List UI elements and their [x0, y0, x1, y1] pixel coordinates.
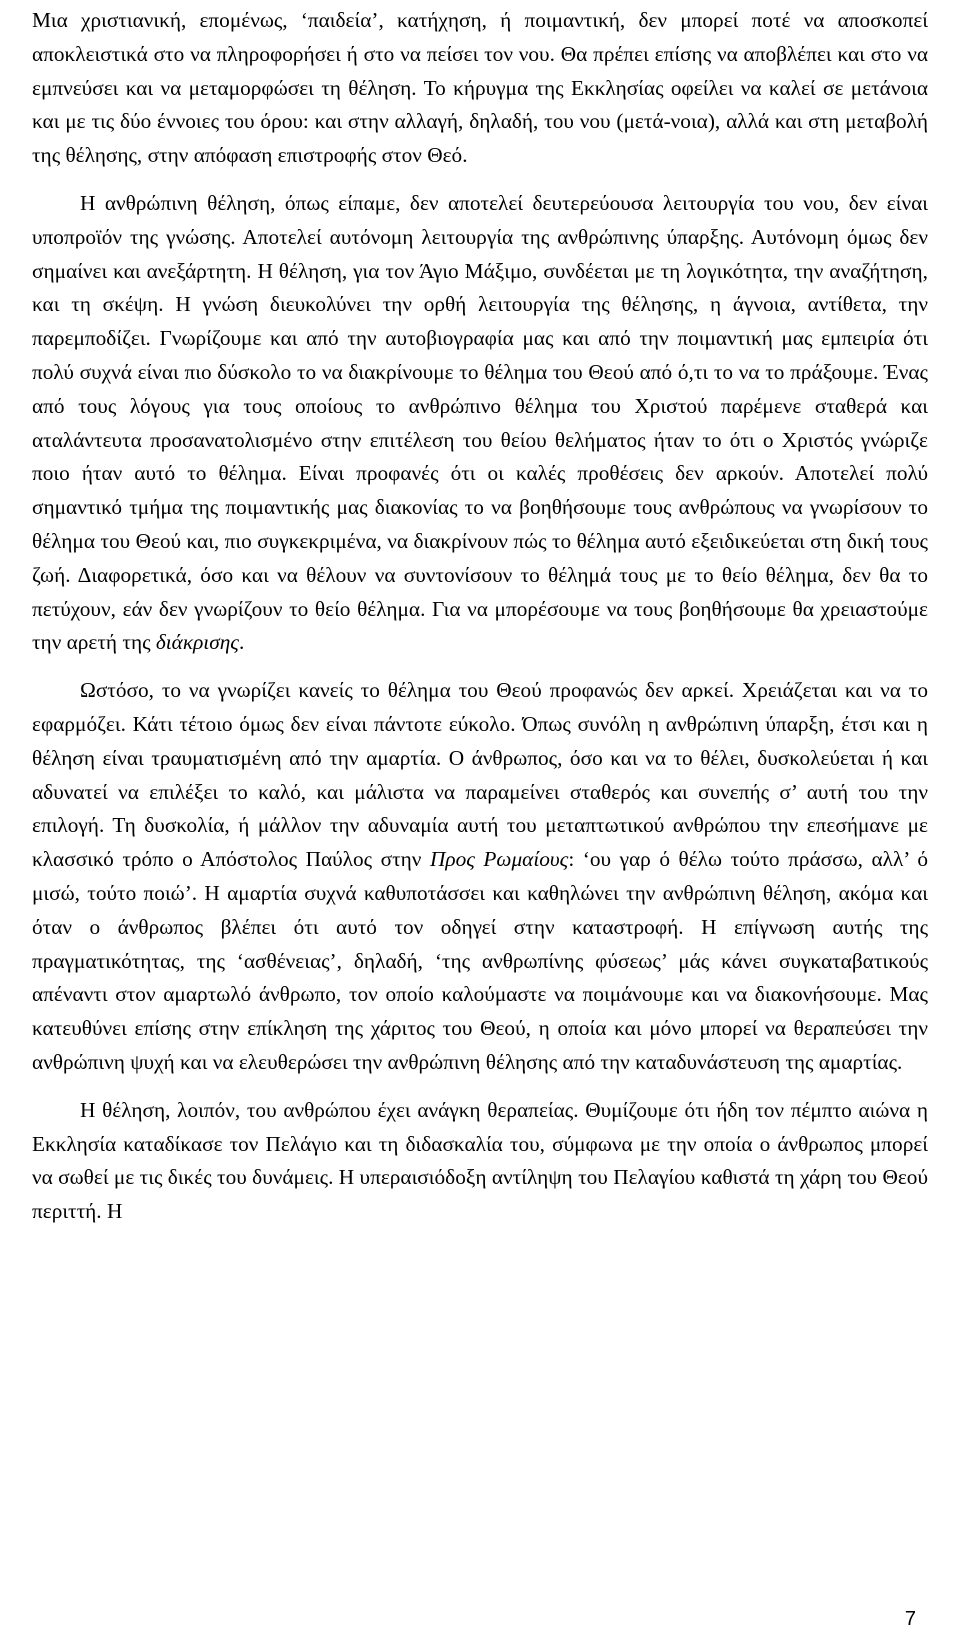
paragraph-1-text: Μια χριστιανική, επομένως, ‘παιδεία’, κατήχηση, ή ποιμαντική, δεν μπορεί ποτέ να αποσκοπεί αποκλειστικά στο να πληροφορήσει ή στο να πείσει τον νου. Θα πρέπει επίσης να αποβλέπει και στο να εμπνεύσει και να μεταμορφώσει τη θέληση. Το κήρυγμα της Εκκλησίας οφείλει να καλεί σε μετάνοια και με τις δύο έννοιες του όρου: και στην αλλαγή, δηλαδή, του νου (μετά-νοια), αλλά και στη μεταβολή της θέλησης, στην απόφαση επιστροφής στον Θεό. [32, 8, 928, 168]
document-page [32, 0, 928, 1229]
paragraph-2-end: . [238, 630, 245, 655]
italic-book-title: Προς Ρωμαίους [429, 847, 569, 872]
page-number: 7 [904, 1608, 916, 1630]
paragraph-3-rest: : ‘ου γαρ ό θέλω τούτο πράσσω, αλλ’ ό μισώ, τούτο ποιώ’. Η αμαρτία συχνά καθυποτάσσει και καθηλώνει την ανθρώπινη θέληση, ακόμα και όταν ο άνθρωπος βλέπει ότι αυτό τον οδηγεί στην καταστροφή. Η επίγνωση αυτής της πραγματικότητας, της ‘ασθένειας’, δηλαδή, ‘της ανθρωπίνης φύσεως’ μάς κάνει συγκαταβατικούς απέναντι στον αμαρτωλό άνθρωπο, τον οποίο καλούμαστε να ποιμάνουμε και να διακονήσουμε. Μας κατευθύνει επίσης στην επίκληση της χάριτος του Θεού, η οποία και μόνο μπορεί να θεραπεύσει την ανθρώπινη ψυχή και να ελευθερώσει την ανθρώπινη θέλησης από την καταδυνάστευση της αμαρτίας. [32, 847, 928, 1074]
paragraph-3 [32, 674, 928, 1080]
paragraph-4 [32, 1094, 928, 1229]
paragraph-3-text: Ωστόσο, το να γνωρίζει κανείς το θέλημα του Θεού προφανώς δεν αρκεί. Χρειάζεται και να το εφαρμόζει. Κάτι τέτοιο όμως δεν είναι πάντοτε εύκολο. Όπως συνόλη η ανθρώπινη ύπαρξη, έτσι και η θέληση είναι τραυματισμένη από την αμαρτία. Ο άνθρωπος, όσο και να το θέλει, δυσκολεύεται ή και αδυνατεί να επιλέξει το καλό, και μάλιστα να παραμείνει σταθερός και συνεπής σ’ αυτή του την επιλογή. Τη δυσκολία, ή μάλλον την αδυναμία αυτή του μεταπτωτικού ανθρώπου την επεσήμανε με κλασσικό τρόπο ο Απόστολος Παύλος στην [32, 678, 928, 872]
paragraph-2-text: Η ανθρώπινη θέληση, όπως είπαμε, δεν αποτελεί δευτερεύουσα λειτουργία του νου, δεν είναι υποπροϊόν της γνώσης. Αποτελεί αυτόνομη λειτουργία της ανθρώπινης ύπαρξης. Αυτόνομη όμως δεν σημαίνει και ανεξάρτητη. Η θέληση, για τον Άγιο Μάξιμο, συνδέεται με τη λογικότητα, την αναζήτηση, και τη σκέψη. Η γνώση διευκολύνει την ορθή λειτουργία της θέλησης, η άγνοια, αντίθετα, την παρεμποδίζει. Γνωρίζουμε και από την αυτοβιογραφία μας και από την ποιμαντική μας εμπειρία ότι πολύ συχνά είναι πιο δύσκολο το να διακρίνουμε το θέλημα του Θεού από ό,τι το να το πράξουμε. Ένας από τους λόγους για τους οποίους το ανθρώπινο θέλημα του Χριστού παρέμενε σταθερά και αταλάντευτα προσανατολισμένο στην επιτέλεση του θείου θελήματος ήταν το ότι ο Χριστός γνώριζε ποιο ήταν αυτό το θέλημα. Είναι προφανές ότι οι καλές προθέσεις δεν αρκούν. Αποτελεί πολύ σημαντικό τμήμα της ποιμαντικής μας διακονίας το να βοηθήσουμε τους ανθρώπους να γνωρίσουν το θέλημα του Θεού και, πιο συγκεκριμένα, να διακρίνουν πώς το θέλημα αυτό εξειδικεύεται στη δική τους ζωή. Διαφορετικά, όσο και να θέλουν να συντονίσουν το θέλημά τους με το θείο θέλημα, δεν θα το πετύχουν, εάν δεν γνωρίζουν το θείο θέλημα. Για να μπορέσουμε να τους βοηθήσουμε θα χρειαστούμε την αρετή της [32, 190, 928, 655]
paragraph-1 [32, 4, 928, 173]
paragraph-4-text: Η θέληση, λοιπόν, του ανθρώπου έχει ανάγκη θεραπείας. Θυμίζουμε ότι ήδη τον πέμπτο αιώνα η Εκκλησία καταδίκασε τον Πελάγιο και τη διδασκαλία του, σύμφωνα με την οποία ο άνθρωπος μπορεί να σωθεί με τις δικές του δυνάμεις. Η υπεραισιόδοξη αντίληψη του Πελαγίου καθιστά τη χάρη του Θεού περιττή. Η [32, 1097, 928, 1224]
italic-term-diakrisi: διάκρισης [155, 630, 239, 655]
paragraph-2 [32, 187, 928, 660]
